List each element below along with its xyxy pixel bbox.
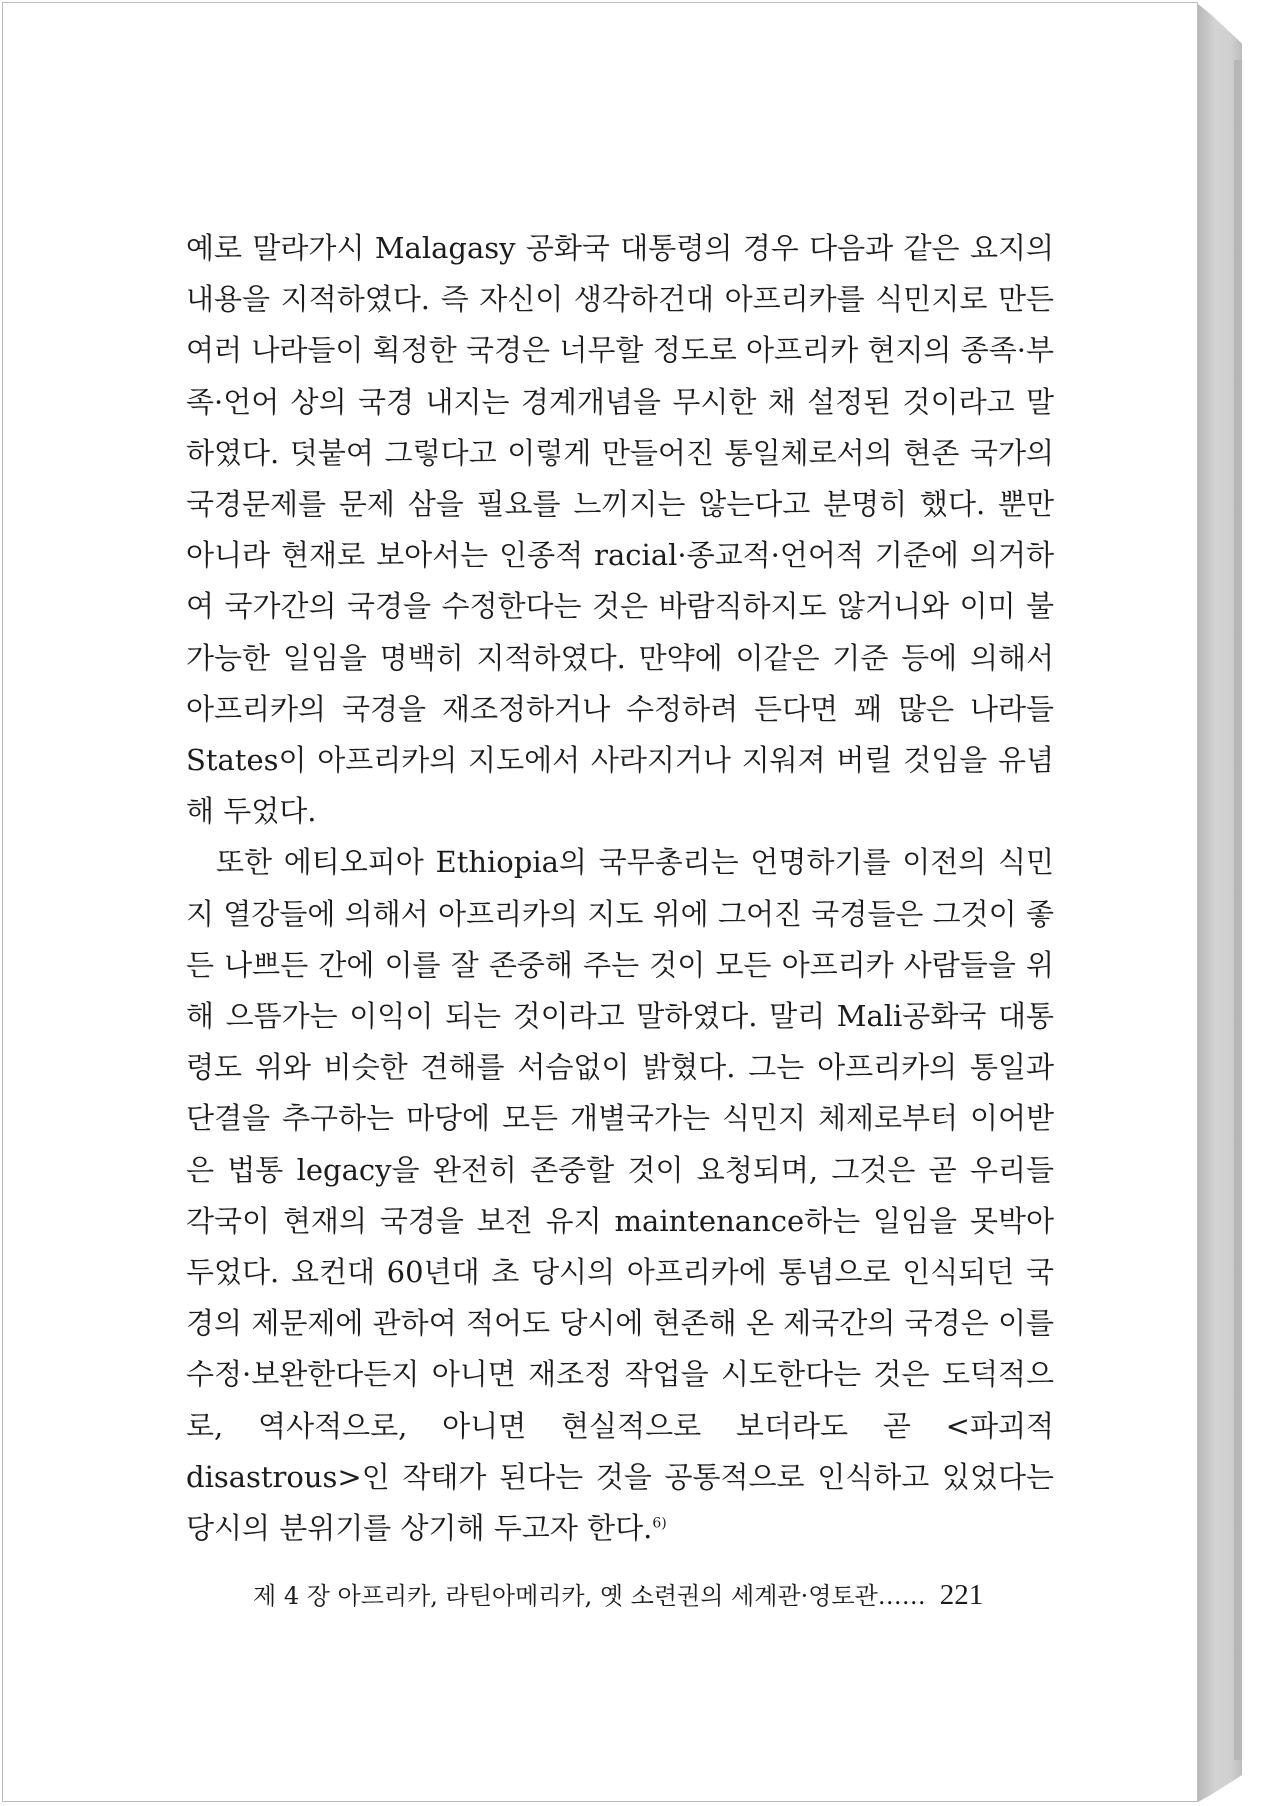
body-text	[186, 223, 1054, 1554]
paragraph-2-text: 또한 에티오피아 Ethiopia의 국무총리는 언명하기를 이전의 식민지 열강들에 의해서 아프리카의 지도 위에 그어진 국경들은 그것이 좋든 나쁘든 간에 이를 잘 존중해 주는 것이 모든 아프리카 사람들을 위해 으뜸가는 이익이 되는 것이라고 말하였다. 말리 Mali공화국 대통령도 위와 비슷한 견해를 서슴없이 밝혔다. 그는 아프리카의 통일과 단결을 추구하는 마당에 모든 개별국가는 식민지 체제로부터 이어받은 법통 legacy을 완전히 존중할 것이 요청되며, 그것은 곧 우리들 각국이 현재의 국경을 보전 유지 maintenance하는 일임을 못박아 두었다. 요컨대 60년대 초 당시의 아프리카에 통념으로 인식되던 국경의 제문제에 관하여 적어도 당시에 현존해 온 제국간의 국경은 이를 수정·보완한다든지 아니면 재조정 작업을 시도한다는 것은 도덕적으로, 역사적으로, 아니면 현실적으로 보더라도 곧 <파괴적 disastrous>인 작태가 된다는 것을 공통적으로 인식하고 있었다는 당시의 분위기를 상기해 두고자 한다.	[186, 845, 1054, 1546]
paragraph-2	[186, 837, 1054, 1554]
paragraph-1-text: 예로 말라가시 Malagasy 공화국 대통령의 경우 다음과 같은 요지의 내용을 지적하였다. 즉 자신이 생각하건대 아프리카를 식민지로 만든 여러 나라들이 획정한 국경은 너무할 정도로 아프리카 현지의 종족·부족·언어 상의 국경 내지는 경계개념을 무시한 채 설정된 것이라고 말하였다. 덧붙여 그렇다고 이렇게 만들어진 통일체로서의 현존 국가의 국경문제를 문제 삼을 필요를 느끼지는 않는다고 분명히 했다. 뿐만 아니라 현재로 보아서는 인종적 racial·종교적·언어적 기준에 의거하여 국가간의 국경을 수정한다는 것은 바람직하지도 않거니와 이미 불가능한 일임을 명백히 지적하였다. 만약에 이같은 기준 등에 의해서 아프리카의 국경을 재조정하거나 수정하려 든다면 꽤 많은 나라들 States이 아프리카의 지도에서 사라지거나 지워져 버릴 것임을 유념해 두었다.	[186, 231, 1054, 829]
page-number: 221	[939, 1579, 984, 1611]
running-footer	[253, 1575, 1023, 1616]
running-title: 제 4 장 아프리카, 라틴아메리카, 옛 소련권의 세계관·영토관……	[253, 1582, 926, 1610]
footnote-reference[interactable]: 6)	[652, 1515, 667, 1532]
page-edge-shadow	[1234, 60, 1246, 1760]
book-page	[2, 2, 1198, 1802]
paragraph-1	[186, 223, 1054, 837]
